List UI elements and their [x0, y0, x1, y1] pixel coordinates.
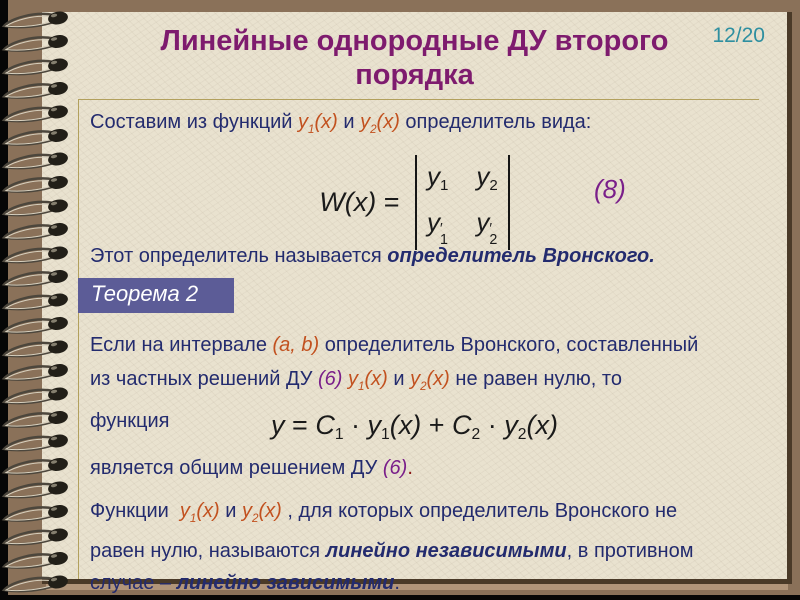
- bottom-black-edge: [0, 595, 800, 600]
- spiral-binding-icon: [0, 0, 90, 600]
- equation-number: (8): [594, 174, 626, 204]
- theorem-badge: [78, 278, 234, 313]
- paragraph-definition: Этот определитель называется определитель Вронского.: [90, 245, 655, 267]
- notebook-paper: [42, 12, 792, 594]
- formula-lhs: W(x) =: [319, 186, 407, 217]
- paragraph-intro: Составим из функций $y_1(x)$ и $y_2(x)$ определитель вида:: [90, 111, 592, 136]
- page-title: Линейные однородные ДУ второго порядка: [160, 25, 669, 91]
- wronskian-formula: [42, 155, 787, 250]
- det-cell-y2-prime: y ′ 2: [476, 207, 498, 249]
- paragraph-independence: Функции $y_1(x)$ и $y_2(x)$ , для которых определитель Вронского не равен нулю, называются линейно независимыми, в противном случае – линейно зависимыми.: [90, 500, 694, 594]
- page-indicator: 12/20: [712, 24, 765, 47]
- paragraph-conclusion: является общим решением ДУ (6).: [90, 457, 413, 479]
- det-cell-y1-prime: y ′ 1: [426, 207, 448, 249]
- theorem-label: Теорема 2: [91, 281, 199, 306]
- det-cell-y2: $y_2$: [476, 161, 498, 194]
- determinant: [415, 155, 510, 250]
- paragraph-theorem: Если на интервале (a, b) определитель Вронского, составленный из частных решений ДУ (6) $y_1(x)$ и $y_2(x)$ не равен нулю, то функция: [90, 334, 699, 432]
- det-cell-y1: $y_1$: [426, 161, 449, 194]
- separator-line: [78, 99, 759, 100]
- general-solution-formula: $y = C_1 \cdot y_1(x) + C_2 \cdot y_2(x)$: [271, 410, 558, 443]
